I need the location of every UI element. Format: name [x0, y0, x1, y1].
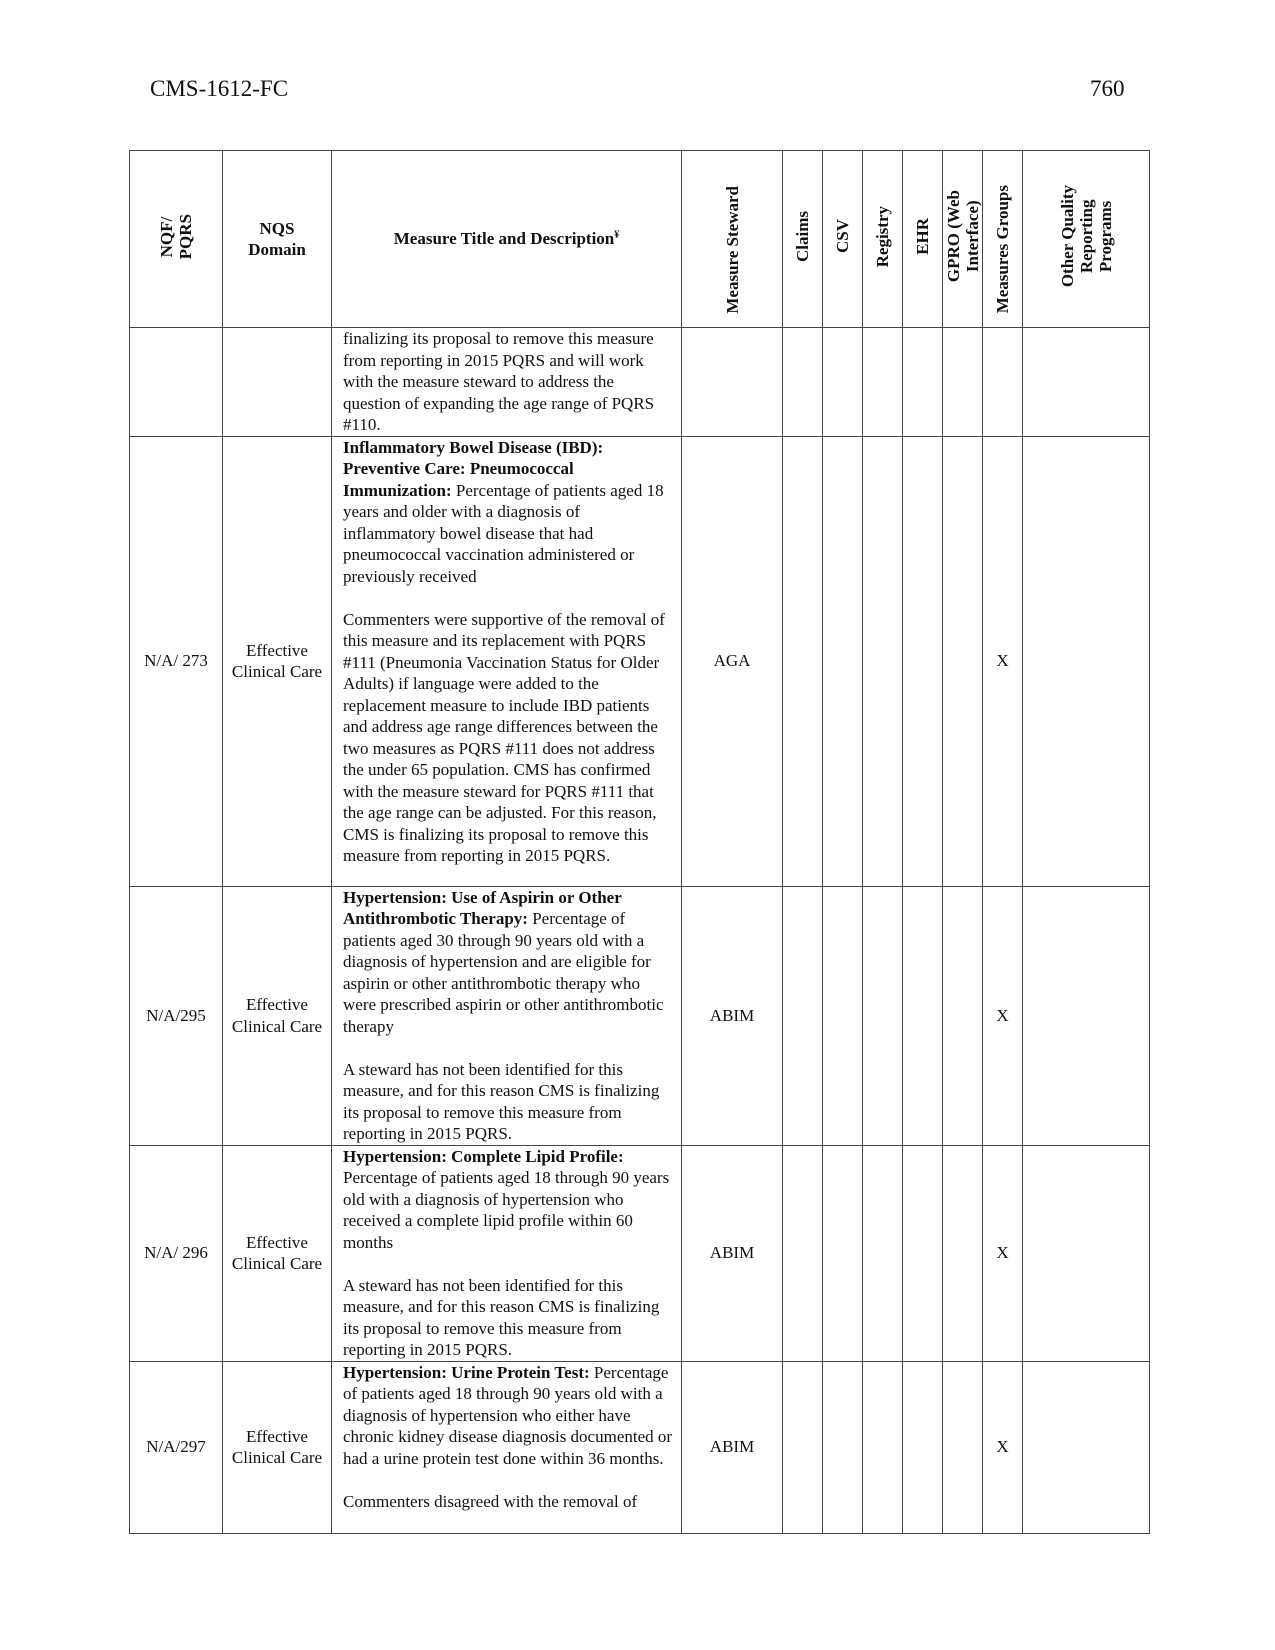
- csv-cell: [823, 328, 863, 437]
- table-row: [130, 328, 1150, 437]
- other-programs-cell: [1023, 436, 1150, 886]
- header-row: [130, 151, 1150, 328]
- measures-groups-cell: X: [983, 886, 1023, 1145]
- description-paragraph: A steward has not been identified for this measure, and for this reason CMS is finalizing its proposal to remove this measure from reporting in 2015 PQRS.: [343, 1059, 660, 1143]
- description-paragraph: Hypertension: Use of Aspirin or Other Antithrombotic Therapy: Percentage of patients aged 30 through 90 years old with a diagnosis of hypertension and are eligible for aspirin or other antithrombotic therapy who were prescribed aspirin or other antithrombotic therapy: [343, 887, 664, 1036]
- description-paragraph: Hypertension: Urine Protein Test: Percentage of patients aged 18 through 90 years old with a diagnosis of hypertension who either have chronic kidney disease diagnosis documented or had a urine protein test done within 36 months.: [343, 1362, 673, 1468]
- header-other-programs: Other Quality Reporting Programs: [1023, 151, 1150, 328]
- measure-title: Hypertension: Urine Protein Test:: [343, 1362, 590, 1382]
- ehr-cell: [903, 1361, 943, 1533]
- description-cell: [332, 436, 682, 886]
- ehr-cell: [903, 1145, 943, 1361]
- other-programs-cell: [1023, 328, 1150, 437]
- description-paragraph: Inflammatory Bowel Disease (IBD): Preventive Care: Pneumococcal Immunization: Percentage of patients aged 18 years and older with a diagnosis of inflammatory bowel disease that had pneumococcal vaccination administered or previously received: [343, 437, 664, 586]
- claims-cell: [783, 1145, 823, 1361]
- other-programs-cell: [1023, 886, 1150, 1145]
- registry-cell: [863, 886, 903, 1145]
- steward-cell: [682, 328, 783, 437]
- registry-cell: [863, 1145, 903, 1361]
- gpro-cell: [943, 328, 983, 437]
- description-cell: [332, 328, 682, 437]
- gpro-cell: [943, 436, 983, 886]
- measures-groups-cell: X: [983, 1361, 1023, 1533]
- csv-cell: [823, 1145, 863, 1361]
- header-measures-groups: Measures Groups: [983, 151, 1023, 328]
- steward-cell: AGA: [682, 436, 783, 886]
- domain-cell: Effective Clinical Care: [223, 886, 332, 1145]
- gpro-cell: [943, 1361, 983, 1533]
- description-paragraph: Commenters were supportive of the removal of this measure and its replacement with PQRS #111 (Pneumonia Vaccination Status for Older Adults) if language were added to the replacement measure to include IBD patients and address age range differences between the two measures as PQRS #111 does not address the under 65 population. CMS has confirmed with the measure steward for PQRS #111 that the age range can be adjusted. For this reason, CMS is finalizing its proposal to remove this measure from reporting in 2015 PQRS.: [343, 609, 665, 865]
- description-cell: [332, 886, 682, 1145]
- steward-cell: ABIM: [682, 1361, 783, 1533]
- header-claims: Claims: [783, 151, 823, 328]
- header-registry: Registry: [863, 151, 903, 328]
- ehr-cell: [903, 886, 943, 1145]
- csv-cell: [823, 436, 863, 886]
- claims-cell: [783, 328, 823, 437]
- nqf-pqrs-cell: N/A/ 296: [130, 1145, 223, 1361]
- measures-groups-cell: X: [983, 1145, 1023, 1361]
- domain-cell: [223, 328, 332, 437]
- ehr-cell: [903, 436, 943, 886]
- claims-cell: [783, 436, 823, 886]
- header-csv: CSV: [823, 151, 863, 328]
- steward-cell: ABIM: [682, 886, 783, 1145]
- domain-cell: Effective Clinical Care: [223, 1361, 332, 1533]
- domain-cell: Effective Clinical Care: [223, 1145, 332, 1361]
- description-paragraph: Commenters disagreed with the removal of: [343, 1491, 638, 1511]
- claims-cell: [783, 1361, 823, 1533]
- table-row: [130, 1145, 1150, 1361]
- csv-cell: [823, 1361, 863, 1533]
- header-nqs-domain: NQS Domain: [223, 151, 332, 328]
- registry-cell: [863, 1361, 903, 1533]
- registry-cell: [863, 328, 903, 437]
- description-paragraph: finalizing its proposal to remove this measure from reporting in 2015 PQRS and will work with the measure steward to address the question of expanding the age range of PQRS #110.: [343, 329, 655, 434]
- nqf-pqrs-cell: N/A/297: [130, 1361, 223, 1533]
- description-paragraph: Hypertension: Complete Lipid Profile: Percentage of patients aged 18 through 90 years old with a diagnosis of hypertension who received a complete lipid profile within 60 months: [343, 1146, 670, 1252]
- page-number: 760: [1090, 76, 1125, 101]
- registry-cell: [863, 436, 903, 886]
- header-ehr: EHR: [903, 151, 943, 328]
- measures-groups-cell: [983, 328, 1023, 437]
- csv-cell: [823, 886, 863, 1145]
- header-nqf-pqrs: NQF/ PQRS: [130, 151, 223, 328]
- ehr-cell: [903, 328, 943, 437]
- domain-cell: Effective Clinical Care: [223, 436, 332, 886]
- description-cell: [332, 1361, 682, 1533]
- gpro-cell: [943, 1145, 983, 1361]
- nqf-pqrs-cell: N/A/ 273: [130, 436, 223, 886]
- gpro-cell: [943, 886, 983, 1145]
- measures-table: [129, 150, 1150, 1534]
- header-gpro: GPRO (Web Interface): [943, 151, 983, 328]
- document-id: CMS-1612-FC: [150, 76, 289, 101]
- description-cell: [332, 1145, 682, 1361]
- measure-title: Hypertension: Use of Aspirin or Other Antithrombotic Therapy:: [343, 887, 622, 928]
- steward-cell: ABIM: [682, 1145, 783, 1361]
- table-row: [130, 436, 1150, 886]
- claims-cell: [783, 886, 823, 1145]
- nqf-pqrs-cell: N/A/295: [130, 886, 223, 1145]
- description-paragraph: A steward has not been identified for this measure, and for this reason CMS is finalizing its proposal to remove this measure from reporting in 2015 PQRS.: [343, 1275, 660, 1359]
- measures-groups-cell: X: [983, 436, 1023, 886]
- nqf-pqrs-cell: [130, 328, 223, 437]
- other-programs-cell: [1023, 1361, 1150, 1533]
- table-row: [130, 886, 1150, 1145]
- header-measure-title: Measure Title and Description¥: [332, 151, 682, 328]
- header-measure-steward: Measure Steward: [682, 151, 783, 328]
- table-row: [130, 1361, 1150, 1533]
- measure-title: Hypertension: Complete Lipid Profile:: [343, 1146, 624, 1166]
- measure-title: Inflammatory Bowel Disease (IBD): Preventive Care: Pneumococcal Immunization:: [343, 437, 604, 500]
- other-programs-cell: [1023, 1145, 1150, 1361]
